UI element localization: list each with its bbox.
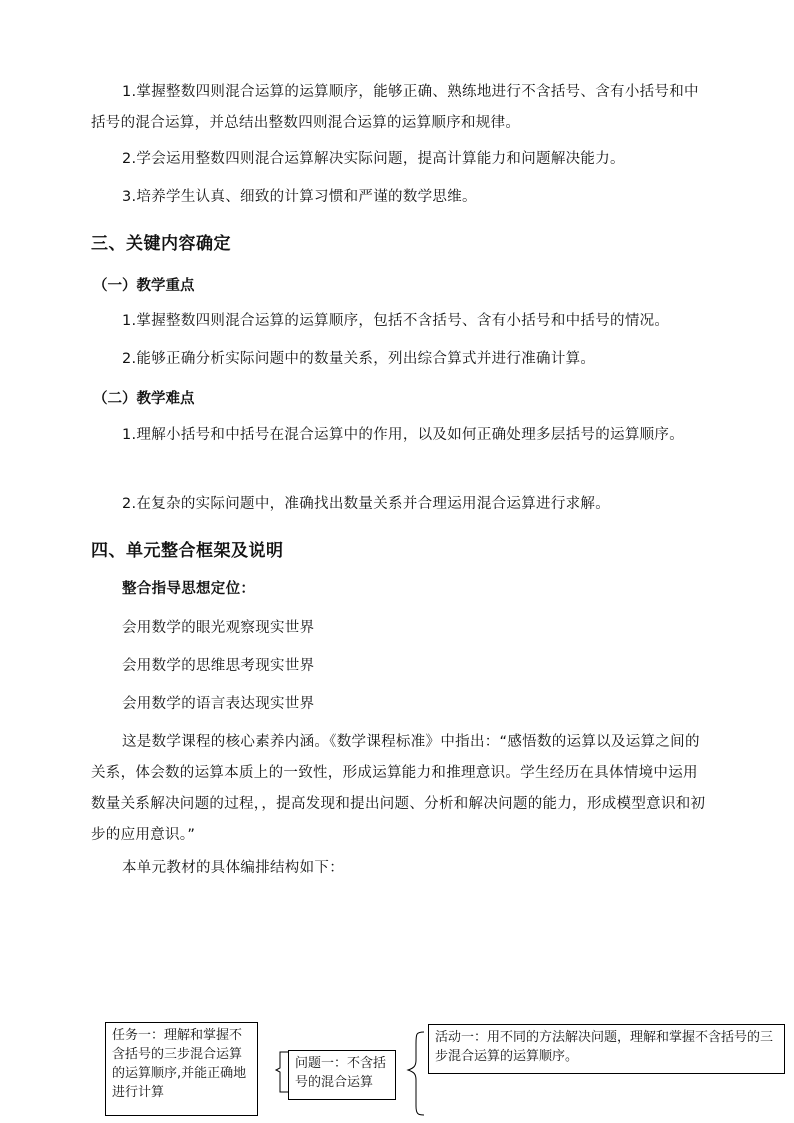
difficulty-2: 2.在复杂的实际问题中，准确找出数量关系并合理运用混合运算进行求解。 [122, 496, 611, 512]
structure-intro: 本单元教材的具体编排结构如下： [122, 860, 344, 876]
task-1-box [105, 1022, 258, 1116]
guide-title: 整合指导思想定位： [122, 581, 256, 597]
brace-left [276, 1052, 288, 1092]
core-literacy-paragraph: 这是数学课程的核心素养内涵。《数学课程标准》中指出：“感悟数的运算以及运算之间的关系，体会数的运算本质上的一致性，形成运算能力和推理意识。学生经历在具体情境中运用数量关系解决问题的过程，，提高发现和提出问题、分析和解决问题的能力，形成模型意识和初步的应用意识。” [91, 734, 706, 843]
question-1-box [288, 1050, 396, 1100]
key-point-2: 2.能够正确分析实际问题中的数量关系，列出综合算式并进行准确计算。 [122, 351, 596, 367]
guide-line-1: 会用数学的眼光观察现实世界 [122, 620, 315, 636]
objective-1: 1.掌握整数四则混合运算的运算顺序，能够正确、熟练地进行不含括号、含有小括号和中括号的混合运算，并总结出整数四则混合运算的运算顺序和规律。 [91, 84, 699, 131]
guide-line-3: 会用数学的语言表达现实世界 [122, 696, 315, 712]
objective-3: 3.培养学生认真、细致的计算习惯和严谨的数学思维。 [122, 189, 477, 205]
difficulty-1: 1.理解小括号和中括号在混合运算中的作用，以及如何正确处理多层括号的运算顺序。 [122, 427, 685, 443]
task-1-text: 任务一：理解和掌握不含括号的三步混合运算的运算顺序,并能正确地进行计算 [112, 1028, 247, 1100]
question-1-text: 问题一：不含括号的混合运算 [295, 1056, 387, 1090]
section-3-heading: 三、关键内容确定 [91, 234, 231, 254]
section-4-heading: 四、单元整合框架及说明 [91, 541, 284, 561]
key-points-heading: （一）教学重点 [93, 278, 195, 294]
brace-right [408, 1032, 424, 1115]
activity-1-text: 活动一：用不同的方法解决问题，理解和掌握不含括号的三步混合运算的运算顺序。 [435, 1030, 774, 1064]
difficulties-heading: （二）教学难点 [93, 391, 195, 407]
guide-line-2: 会用数学的思维思考现实世界 [122, 658, 315, 674]
objective-2: 2.学会运用整数四则混合运算解决实际问题，提高计算能力和问题解决能力。 [122, 151, 625, 167]
activity-1-box [428, 1024, 785, 1074]
key-point-1: 1.掌握整数四则混合运算的运算顺序，包括不含括号、含有小括号和中括号的情况。 [122, 313, 670, 329]
